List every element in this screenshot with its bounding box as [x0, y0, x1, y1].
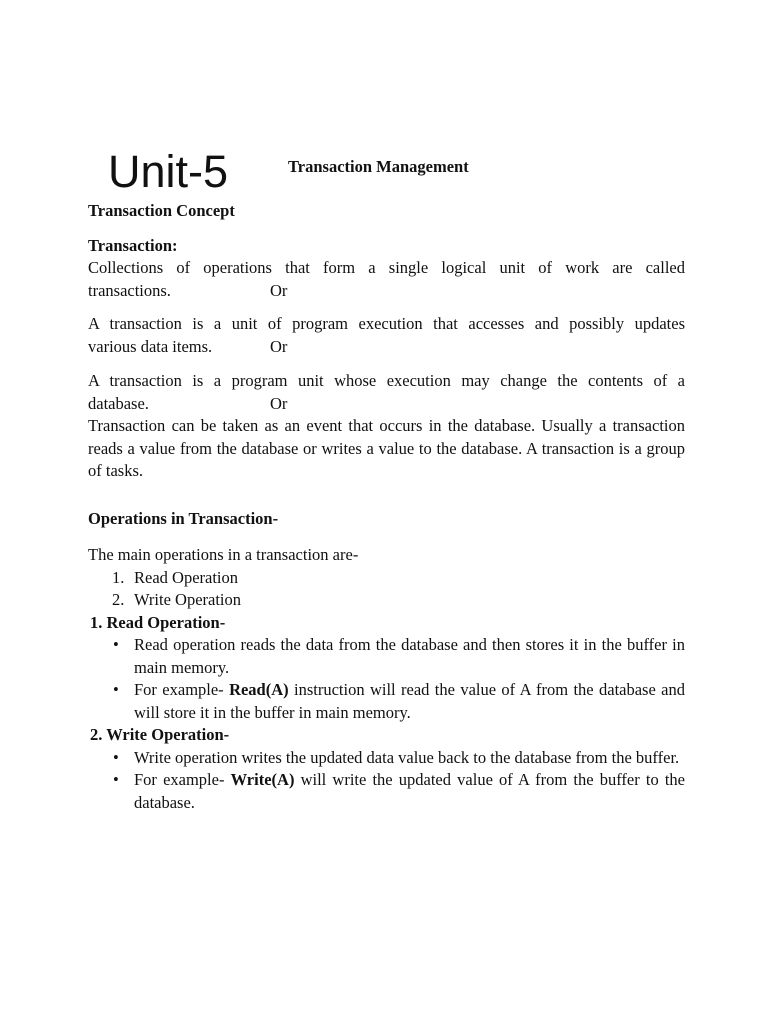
bullet-icon: •: [113, 770, 119, 789]
list-item: [88, 567, 685, 590]
bullet-text: Write operation writes the updated data value back to the database from the buffer.: [134, 747, 680, 767]
event-paragraph: Transaction can be taken as an event that occurs in the database. Usually a transaction reads a value from the database or writes a value to the database. A transaction is a group of tasks.: [88, 416, 685, 480]
read-operation-heading: 1. Read Operation-: [90, 612, 226, 632]
bullet-text: Read operation reads the data from the database and then stores it in the buffer in main memory.: [134, 635, 685, 677]
read-operation-bullets: [88, 634, 685, 724]
list-item: [88, 589, 685, 612]
definition-line: [88, 393, 685, 416]
bullet-text-suffix: will write the updated value of A from the buffer to the database.: [134, 770, 685, 812]
write-operation-bullets: [88, 747, 685, 815]
definition-line-end: various data items.: [88, 336, 213, 356]
list-item-label: Read Operation: [134, 567, 239, 587]
operations-intro: The main operations in a transaction are-: [88, 545, 359, 564]
definition-1: [88, 257, 685, 302]
list-item-label: Write Operation: [134, 590, 242, 609]
list-number: 1.: [112, 567, 125, 587]
topic-title: Transaction Management: [288, 157, 469, 176]
bullet-icon: •: [113, 747, 119, 767]
or-connector: Or: [270, 393, 288, 413]
section-heading-concept: Transaction Concept: [88, 201, 235, 220]
operations-list: [88, 567, 685, 612]
list-number: 2.: [112, 590, 125, 609]
definition-line-end: transactions.: [88, 280, 171, 300]
or-connector: Or: [270, 280, 288, 300]
list-item: [88, 747, 685, 770]
definition-line: Collections of operations that form a single logical unit of work are called: [88, 258, 685, 277]
list-item: [88, 679, 685, 724]
document-body: [88, 200, 685, 814]
bullet-text-suffix: instruction will read the value of A from the database and will store it in the buffer in main memory.: [134, 680, 685, 722]
definition-line: A transaction is a unit of program execution that accesses and possibly updates: [88, 314, 685, 333]
list-item: [88, 769, 685, 814]
unit-title: Unit-5: [108, 146, 229, 197]
definition-line: [88, 280, 685, 303]
definition-line: A transaction is a program unit whose execution may change the contents of a: [88, 371, 685, 390]
code-term: Write(A): [230, 770, 295, 789]
definition-line-end: database.: [88, 393, 149, 413]
bullet-icon: •: [113, 680, 119, 699]
list-item: [88, 634, 685, 679]
bullet-text-prefix: For example-: [134, 770, 231, 789]
definition-2: [88, 313, 685, 358]
or-connector: Or: [270, 336, 288, 356]
operations-heading: Operations in Transaction-: [88, 508, 279, 528]
code-term: Read(A): [229, 680, 289, 699]
definition-3: [88, 370, 685, 415]
definition-line: [88, 336, 685, 359]
bullet-icon: •: [113, 635, 119, 654]
bullet-text-prefix: For example-: [134, 680, 230, 699]
write-operation-heading: 2. Write Operation-: [90, 725, 230, 744]
section-heading-transaction: Transaction:: [88, 235, 178, 255]
